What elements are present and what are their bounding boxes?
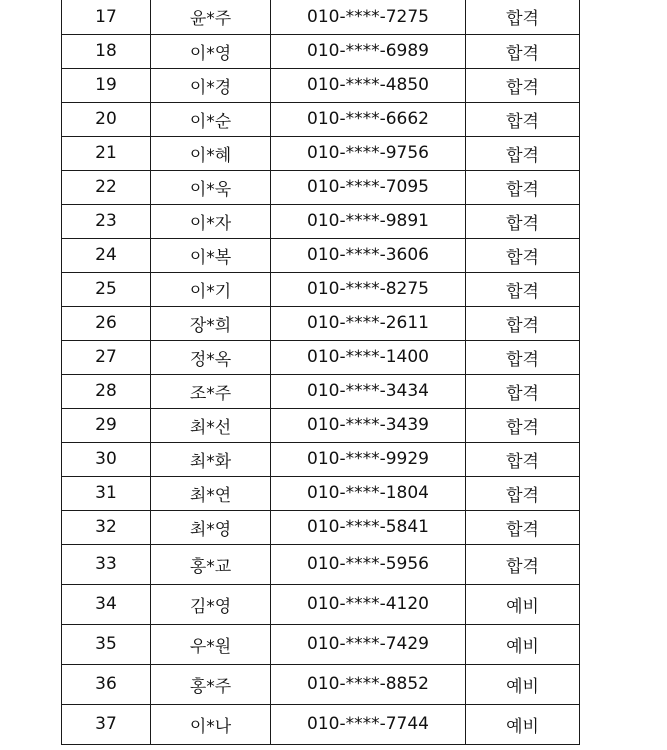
- result-status: 합격: [466, 272, 580, 306]
- result-status: 합격: [466, 544, 580, 584]
- applicant-name: 최*선: [151, 408, 271, 442]
- row-number: 36: [62, 664, 151, 704]
- result-status: 합격: [466, 510, 580, 544]
- result-status: 합격: [466, 306, 580, 340]
- row-number: 31: [62, 476, 151, 510]
- result-status: 합격: [466, 408, 580, 442]
- row-number: 32: [62, 510, 151, 544]
- phone-number: 010-****-9929: [271, 442, 466, 476]
- phone-number: 010-****-9756: [271, 136, 466, 170]
- row-number: 28: [62, 374, 151, 408]
- applicant-name: 이*혜: [151, 136, 271, 170]
- result-status: 합격: [466, 102, 580, 136]
- row-number: 20: [62, 102, 151, 136]
- result-status: 합격: [466, 238, 580, 272]
- table-row: [62, 624, 580, 664]
- applicant-name: 최*연: [151, 476, 271, 510]
- row-number: 18: [62, 34, 151, 68]
- table-row: [62, 136, 580, 170]
- applicant-name: 김*영: [151, 584, 271, 624]
- table-row: [62, 544, 580, 584]
- table-row: [62, 476, 580, 510]
- table-row: [62, 0, 580, 34]
- table-row: [62, 664, 580, 704]
- applicant-name: 이*순: [151, 102, 271, 136]
- phone-number: 010-****-4120: [271, 584, 466, 624]
- row-number: 27: [62, 340, 151, 374]
- phone-number: 010-****-5841: [271, 510, 466, 544]
- applicant-name: 홍*주: [151, 664, 271, 704]
- result-status: 합격: [466, 34, 580, 68]
- row-number: 23: [62, 204, 151, 238]
- table-row: [62, 340, 580, 374]
- applicant-name: 홍*교: [151, 544, 271, 584]
- row-number: 30: [62, 442, 151, 476]
- table-row: [62, 374, 580, 408]
- table-row: [62, 584, 580, 624]
- result-status: 합격: [466, 476, 580, 510]
- applicant-name: 이*자: [151, 204, 271, 238]
- phone-number: 010-****-3439: [271, 408, 466, 442]
- row-number: 25: [62, 272, 151, 306]
- table-row: [62, 704, 580, 744]
- row-number: 17: [62, 0, 151, 34]
- table-row: [62, 170, 580, 204]
- result-status: 합격: [466, 0, 580, 34]
- applicant-name: 이*욱: [151, 170, 271, 204]
- phone-number: 010-****-6662: [271, 102, 466, 136]
- table-row: [62, 238, 580, 272]
- result-status: 예비: [466, 664, 580, 704]
- row-number: 35: [62, 624, 151, 664]
- table-row: [62, 408, 580, 442]
- applicant-name: 최*화: [151, 442, 271, 476]
- applicant-name: 이*영: [151, 34, 271, 68]
- result-status: 합격: [466, 136, 580, 170]
- applicant-name: 윤*주: [151, 0, 271, 34]
- phone-number: 010-****-2611: [271, 306, 466, 340]
- phone-number: 010-****-9891: [271, 204, 466, 238]
- row-number: 26: [62, 306, 151, 340]
- phone-number: 010-****-7744: [271, 704, 466, 744]
- table-row: [62, 442, 580, 476]
- row-number: 24: [62, 238, 151, 272]
- row-number: 29: [62, 408, 151, 442]
- applicant-name: 이*나: [151, 704, 271, 744]
- result-status: 예비: [466, 584, 580, 624]
- result-status: 합격: [466, 340, 580, 374]
- phone-number: 010-****-1804: [271, 476, 466, 510]
- result-status: 합격: [466, 68, 580, 102]
- phone-number: 010-****-3434: [271, 374, 466, 408]
- applicant-name: 우*원: [151, 624, 271, 664]
- phone-number: 010-****-6989: [271, 34, 466, 68]
- result-status: 예비: [466, 624, 580, 664]
- table-row: [62, 306, 580, 340]
- phone-number: 010-****-1400: [271, 340, 466, 374]
- table-row: [62, 34, 580, 68]
- applicant-name: 조*주: [151, 374, 271, 408]
- row-number: 22: [62, 170, 151, 204]
- applicant-name: 이*기: [151, 272, 271, 306]
- table-row: [62, 102, 580, 136]
- phone-number: 010-****-8275: [271, 272, 466, 306]
- row-number: 34: [62, 584, 151, 624]
- row-number: 33: [62, 544, 151, 584]
- table-row: [62, 68, 580, 102]
- row-number: 21: [62, 136, 151, 170]
- phone-number: 010-****-4850: [271, 68, 466, 102]
- phone-number: 010-****-5956: [271, 544, 466, 584]
- phone-number: 010-****-8852: [271, 664, 466, 704]
- result-status: 예비: [466, 704, 580, 744]
- applicant-name: 이*복: [151, 238, 271, 272]
- result-status: 합격: [466, 374, 580, 408]
- phone-number: 010-****-3606: [271, 238, 466, 272]
- table-row: [62, 510, 580, 544]
- table-row: [62, 272, 580, 306]
- phone-number: 010-****-7095: [271, 170, 466, 204]
- applicant-name: 이*경: [151, 68, 271, 102]
- result-status: 합격: [466, 204, 580, 238]
- applicant-name: 최*영: [151, 510, 271, 544]
- results-table: [61, 0, 580, 745]
- result-status: 합격: [466, 442, 580, 476]
- phone-number: 010-****-7275: [271, 0, 466, 34]
- row-number: 19: [62, 68, 151, 102]
- applicant-name: 정*옥: [151, 340, 271, 374]
- applicant-name: 장*희: [151, 306, 271, 340]
- table-row: [62, 204, 580, 238]
- result-status: 합격: [466, 170, 580, 204]
- phone-number: 010-****-7429: [271, 624, 466, 664]
- row-number: 37: [62, 704, 151, 744]
